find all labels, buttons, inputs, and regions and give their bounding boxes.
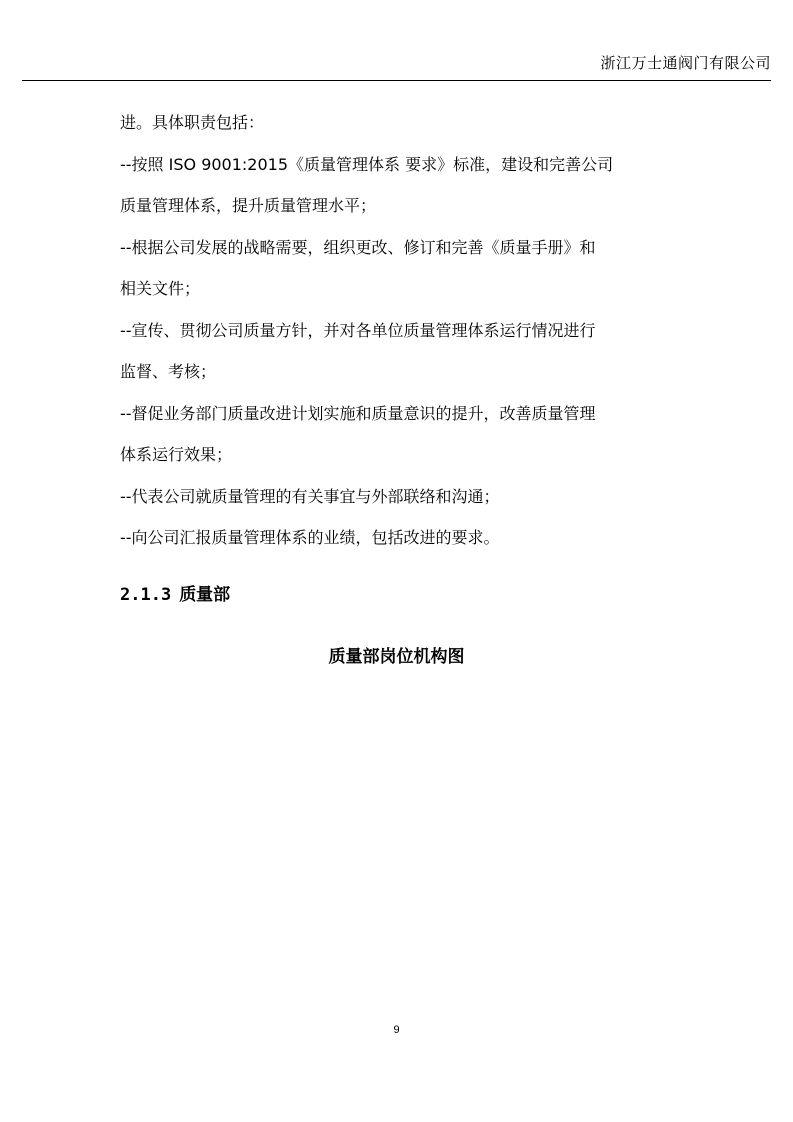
text-line: --根据公司发展的战略需要，组织更改、修订和完善《质量手册》和 [120, 237, 596, 257]
page-number: 9 [393, 1024, 400, 1036]
text-line: 相关文件； [120, 279, 201, 298]
text-line: 体系运行效果； [120, 445, 233, 464]
text-line: 进。具体职责包括： [120, 113, 265, 132]
text-line: --督促业务部门质量改进计划实施和质量意识的提升，改善质量管理 [120, 403, 596, 423]
section-title: 质量部 [179, 585, 231, 605]
text-line: 监督、考核； [120, 362, 217, 381]
section-number: 2.1.3 [120, 585, 172, 605]
header-divider [22, 80, 771, 81]
text-line: --代表公司就质量管理的有关事宜与外部联络和沟通； [120, 486, 500, 506]
org-chart-title: 质量部岗位机构图 [328, 647, 465, 667]
text-line: 质量管理体系，提升质量管理水平； [120, 196, 377, 215]
responsibilities-text [120, 102, 680, 559]
header-company-name: 浙江万士通阀门有限公司 [600, 54, 771, 72]
text-line: --按照 ISO 9001:2015《质量管理体系 要求》标准，建设和完善公司 [120, 154, 614, 174]
section-heading [120, 580, 230, 605]
text-line: --向公司汇报质量管理体系的业绩，包括改进的要求。 [120, 528, 500, 547]
text-line: --宣传、贯彻公司质量方针，并对各单位质量管理体系运行情况进行 [120, 320, 596, 340]
